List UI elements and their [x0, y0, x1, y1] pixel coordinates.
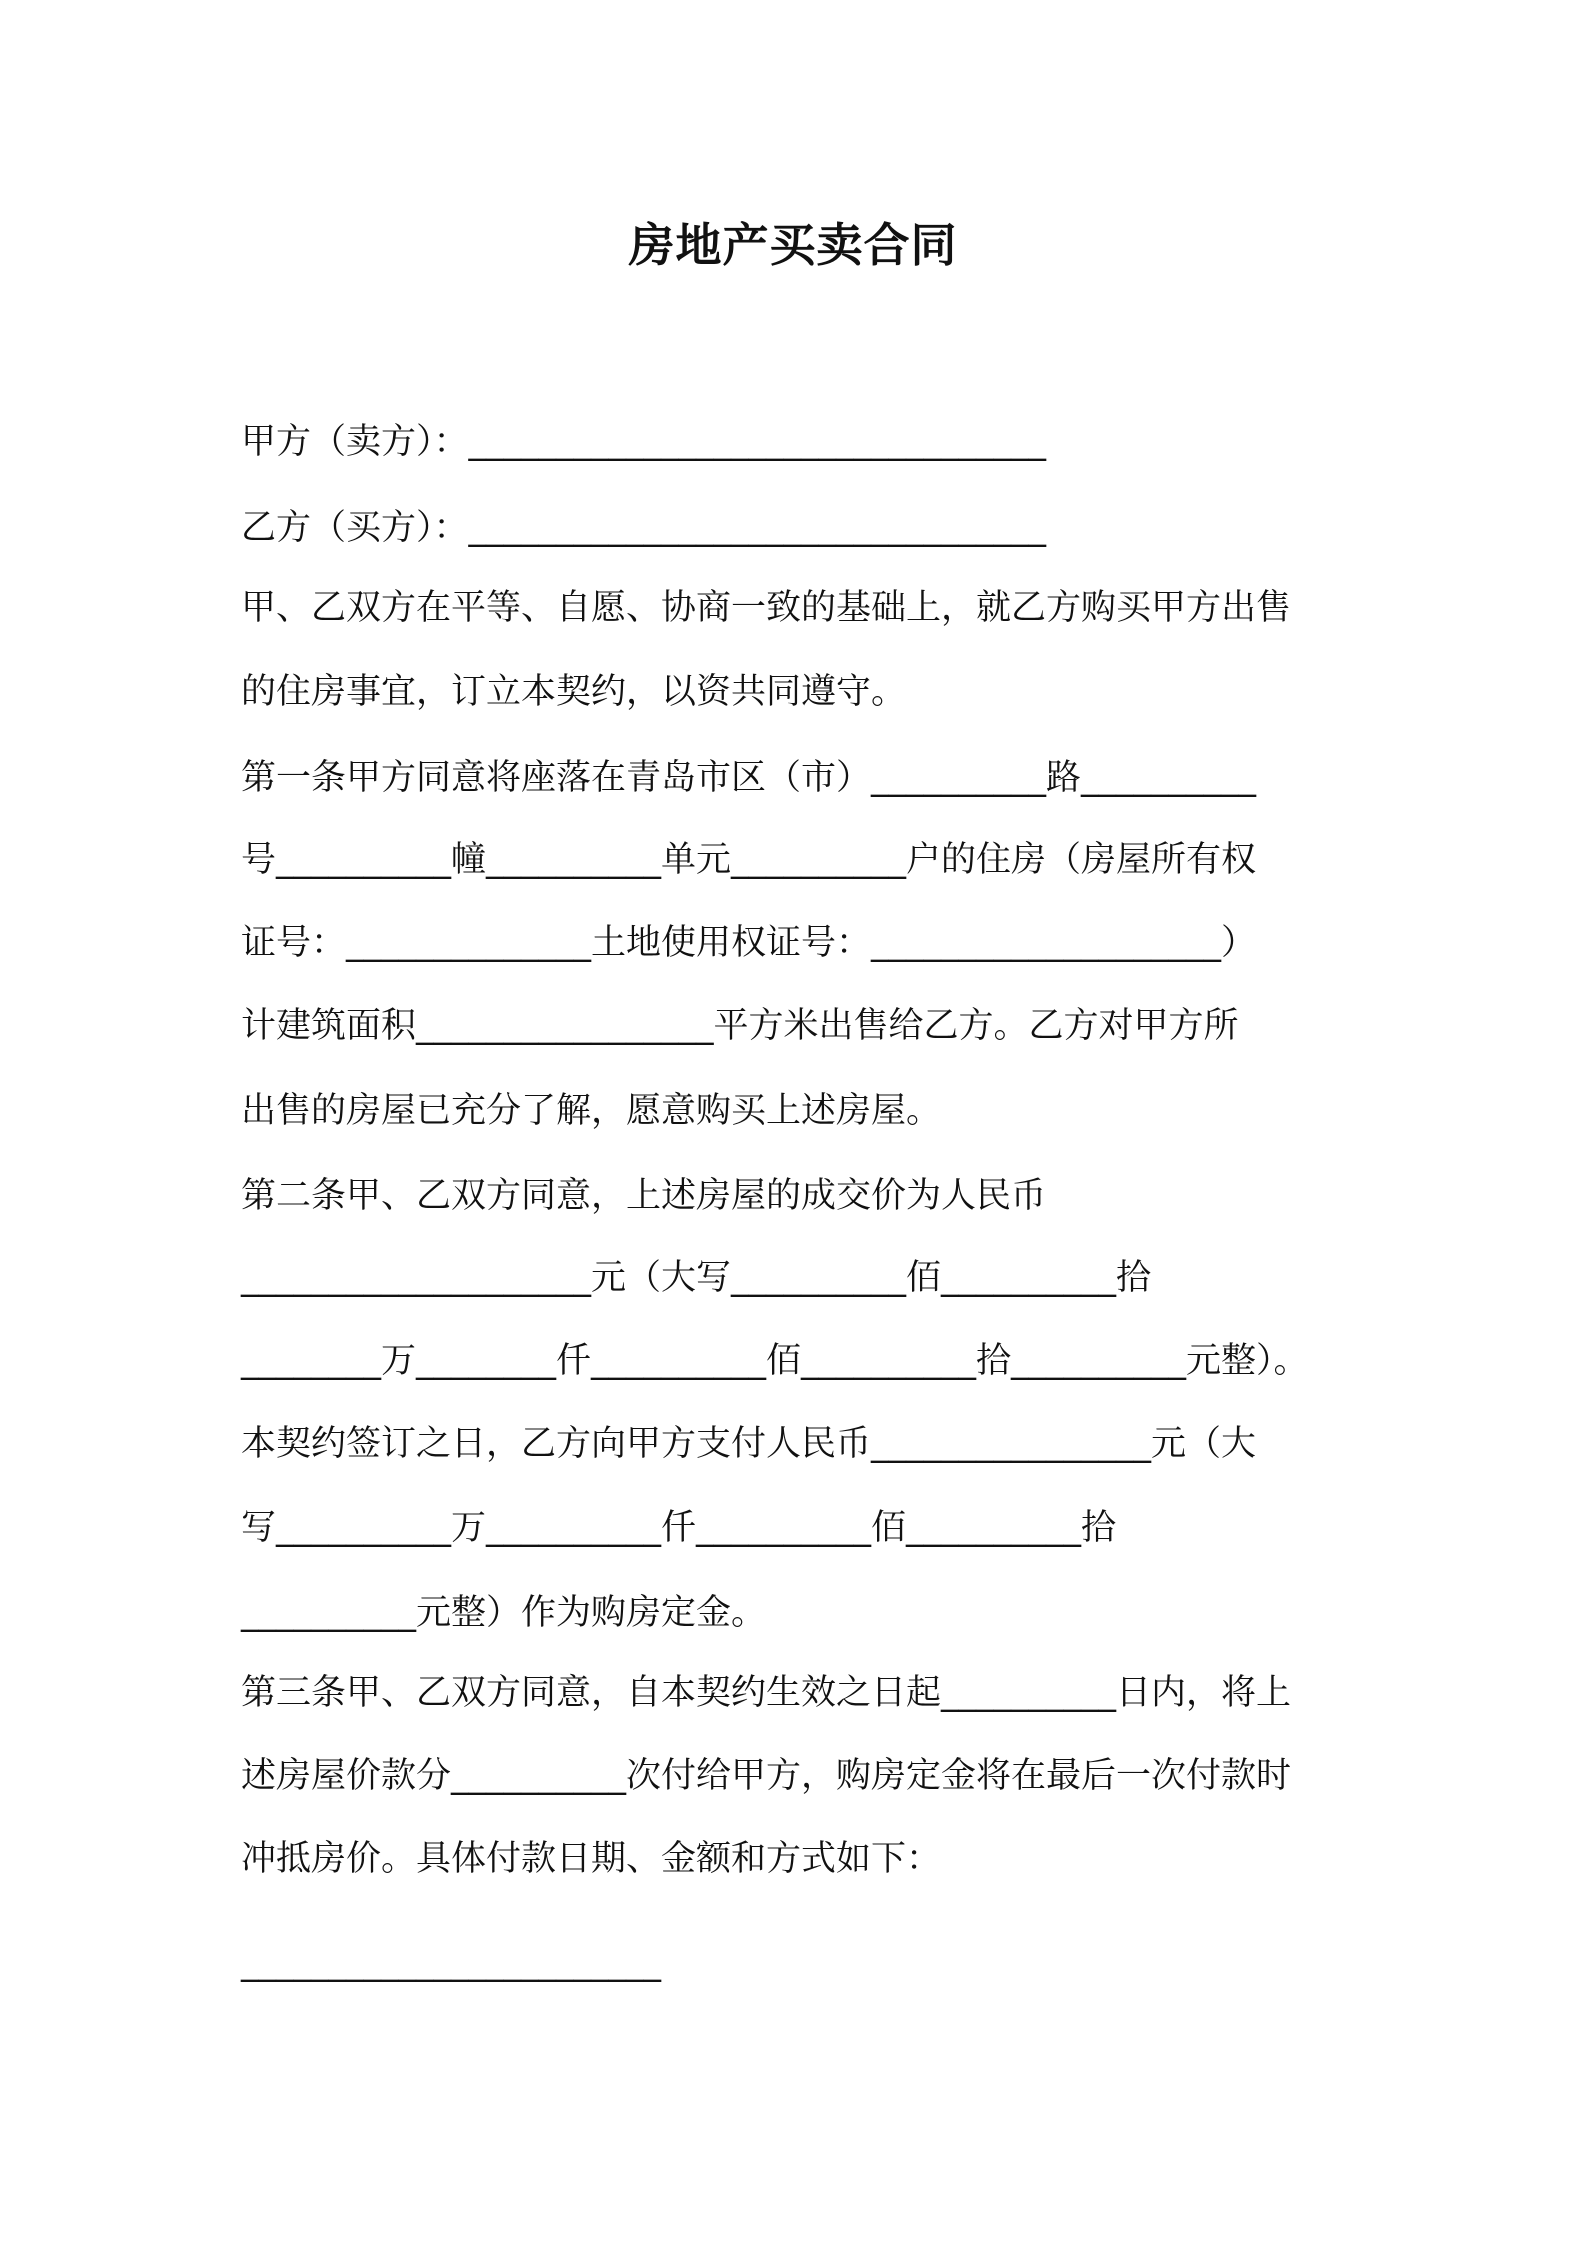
article-3-line-2: 述房屋价款分__________次付给甲方，购房定金将在最后一次付款时 [241, 1756, 1292, 1796]
preamble-line-1: 甲、乙双方在平等、自愿、协商一致的基础上，就乙方购买甲方出售 [241, 588, 1292, 628]
deposit-line-2: 写__________万__________仟__________佰__________拾 [241, 1508, 1117, 1548]
article-2-line-1: 第二条甲、乙双方同意，上述房屋的成交价为人民币 [241, 1176, 1047, 1216]
article-3-line-1: 第三条甲、乙双方同意，自本契约生效之日起__________日内，将上 [241, 1673, 1292, 1713]
party-b-line: 乙方（买方）：_________________________________ [241, 508, 1047, 548]
article-1-line-1: 第一条甲方同意将座落在青岛市区（市）__________路__________ [241, 758, 1257, 798]
article-2-line-3: ________万________仟__________佰__________拾__________元整）。 [241, 1341, 1309, 1381]
payment-details-blank: ________________________ [241, 1943, 661, 1983]
article-2-line-2: ____________________元（大写__________佰__________拾 [241, 1258, 1152, 1298]
deposit-line-1: 本契约签订之日，乙方向甲方支付人民币________________元（大 [241, 1424, 1257, 1464]
article-1-line-4: 计建筑面积_________________平方米出售给乙方。乙方对甲方所 [241, 1006, 1239, 1046]
article-1-line-2: 号__________幢__________单元__________户的住房（房屋所有权 [241, 840, 1257, 880]
deposit-line-3: __________元整）作为购房定金。 [241, 1593, 767, 1633]
article-1-line-3: 证号：______________土地使用权证号：____________________） [241, 923, 1257, 963]
party-a-line: 甲方（卖方）：_________________________________ [241, 422, 1047, 462]
preamble-line-2: 的住房事宜，订立本契约，以资共同遵守。 [241, 672, 907, 712]
article-3-line-3: 冲抵房价。具体付款日期、金额和方式如下： [241, 1839, 942, 1879]
document-title: 房地产买卖合同 [628, 218, 958, 272]
article-1-line-5: 出售的房屋已充分了解，愿意购买上述房屋。 [241, 1091, 942, 1131]
